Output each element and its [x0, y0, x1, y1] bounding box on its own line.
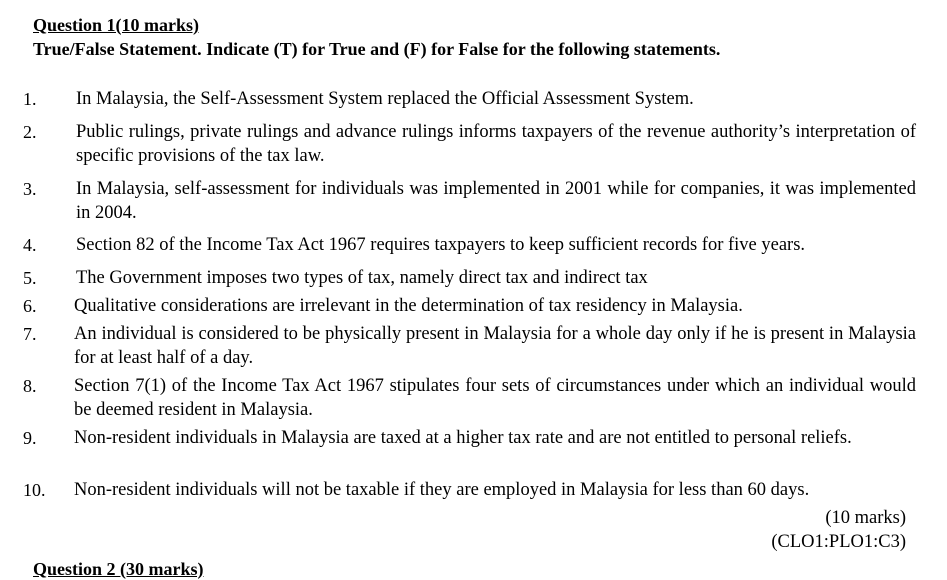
marks-total: (10 marks): [825, 508, 906, 528]
statement-number: 5.: [23, 268, 37, 288]
question-heading: Question 1(10 marks): [33, 15, 199, 35]
question-instruction: True/False Statement. Indicate (T) for True and (F) for False for the following statements.: [33, 39, 721, 59]
statement-text: Public rulings, private rulings and advance rulings informs taxpayers of the revenue authority’s interpretation of specific provisions of the tax law.: [76, 122, 916, 166]
statement-number: 2.: [23, 122, 37, 142]
clo-reference: (CLO1:PLO1:C3): [771, 532, 906, 552]
statement-number: 6.: [23, 296, 37, 316]
statement-text: Section 82 of the Income Tax Act 1967 requires taxpayers to keep sufficient records for five years.: [76, 235, 806, 255]
statement-number: 8.: [23, 376, 37, 396]
statement-text: Non-resident individuals in Malaysia are taxed at a higher tax rate and are not entitled to personal reliefs.: [74, 428, 852, 448]
statement-number: 1.: [23, 89, 37, 109]
statement-text: In Malaysia, self-assessment for individuals was implemented in 2001 while for companies, it was implemented in 2004.: [76, 179, 916, 223]
statement-number: 3.: [23, 179, 37, 199]
statement-text: Non-resident individuals will not be taxable if they are employed in Malaysia for less than 60 days.: [74, 480, 810, 500]
statement-number: 4.: [23, 235, 37, 255]
statement-text: Section 7(1) of the Income Tax Act 1967 stipulates four sets of circumstances under which an individual would be deemed resident in Malaysia.: [74, 376, 916, 420]
statement-text: Qualitative considerations are irrelevant in the determination of tax residency in Malaysia.: [74, 296, 743, 316]
statement-number: 10.: [23, 480, 46, 500]
statement-text: The Government imposes two types of tax, namely direct tax and indirect tax: [76, 268, 648, 288]
statement-number: 7.: [23, 324, 37, 344]
next-question-heading: Question 2 (30 marks): [33, 559, 204, 579]
statement-text: In Malaysia, the Self-Assessment System replaced the Official Assessment System.: [76, 89, 694, 109]
statement-text: An individual is considered to be physically present in Malaysia for a whole day only if he is present in Malaysia for at least half of a day.: [74, 324, 916, 368]
statement-number: 9.: [23, 428, 37, 448]
